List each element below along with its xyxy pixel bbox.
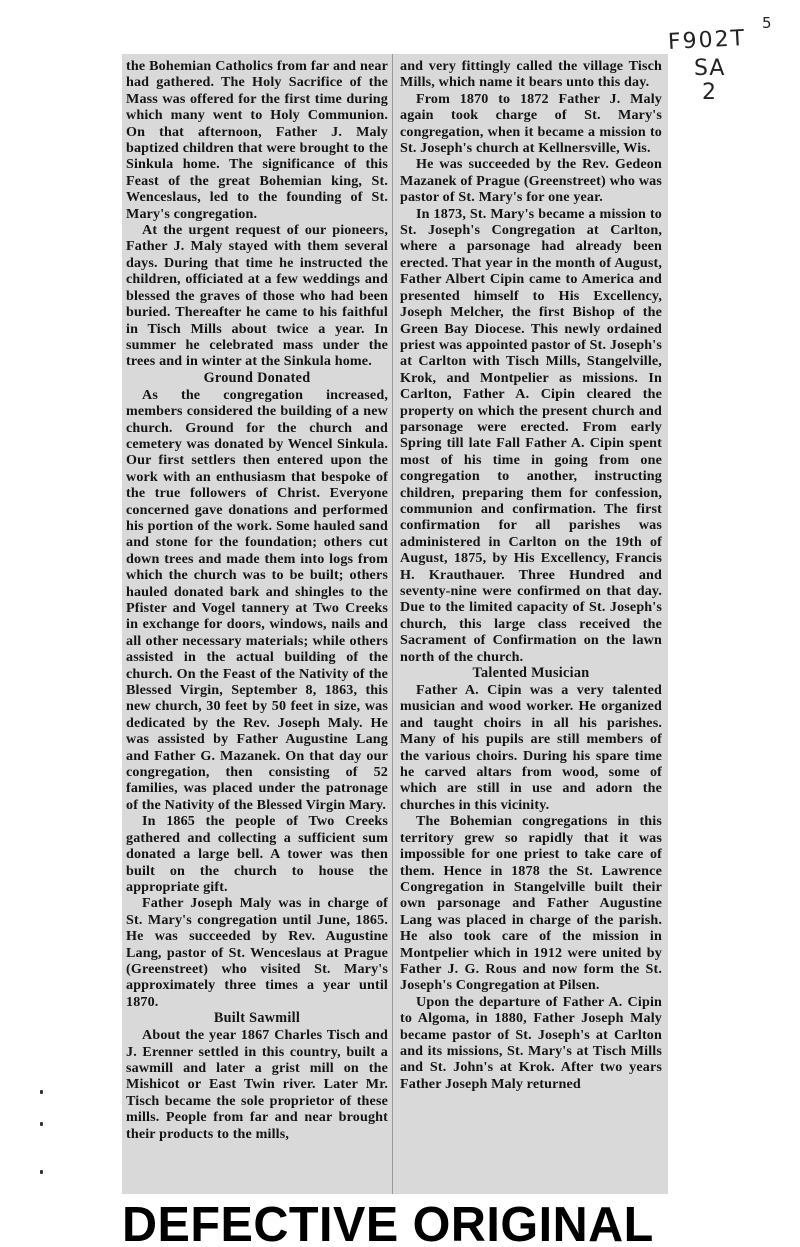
newspaper-clipping [122, 54, 668, 1194]
paragraph: the Bohemian Catholics from far and near had gathered. The Holy Sacrifice of the Mass was offered for the first time during which many went to Holy Communion. On that afternoon, Father J. Maly baptized children that were brought to the Sinkula home. The significance of this Feast of the great Bohemian king, St. Wenceslaus, led to the founding of St. Mary's congregation. [126, 58, 388, 222]
paragraph: In 1865 the people of Two Creeks gathered and collecting a sufficient sum donated a large bell. A tower was then built on the church to house the appropriate gift. [126, 813, 388, 895]
column-divider [392, 54, 393, 1194]
scan-speck [40, 1122, 43, 1126]
defective-original-stamp [122, 1200, 710, 1247]
handwritten-note-line: 5 [762, 14, 772, 32]
paragraph: Father Joseph Maly was in charge of St. Mary's congregation until June, 1865. He was succeeded by Rev. Augustine Lang, pastor of St. Wenceslaus at Prague (Greenstreet) who visited St. Mary's approximately three times a year until 1870. [126, 895, 388, 1010]
section-heading: Ground Donated [203, 369, 311, 386]
stamp-text: DEFECTIVE ORIGINAL [122, 1200, 654, 1247]
section-heading: Built Sawmill [213, 1010, 301, 1027]
paragraph: At the urgent request of our pioneers, Father J. Maly stayed with them several days. During that time he instructed the children, officiated at a few weddings and blessed the graves of those who had been buried. Thereafter he came to his faithful in Tisch Mills about twice a year. In summer he celebrated mass under the trees and in winter at the Sinkula home. [126, 222, 388, 370]
paragraph: In 1873, St. Mary's became a mission to St. Joseph's Congregation at Carlton, where a parsonage had already been erected. That year in the month of August, Father Albert Cipin came to America and presented himself to His Excellency, Joseph Melcher, the first Bishop of the Green Bay Diocese. This newly ordained priest was appointed pastor of St. Joseph's at Carlton with Tisch Mills, Stangelville, Krok, and Montpelier as missions. In Carlton, Father A. Cipin cleared the property on which the present church and parsonage were erected. From early Spring till late Fall Father A. Cipin spent most of his time in going from one congregation to another, instructing children, preparing them for confession, communion and confirmation. The first confirmation for all parishes was administered in Carlton on the 19th of August, 1875, by His Excellency, Francis H. Krauthauer. Three Hundred and seventy-nine were confirmed on that day. Due to the limited capacity of St. Joseph's church, this large class received the Sacrament of Confirmation on the lawn north of the church. [400, 205, 662, 665]
right-column [400, 58, 662, 1092]
paragraph: About the year 1867 Charles Tisch and J. Erenner settled in this country, built a sawmill and later a grist mill on the Mishicot or East Twin river. Later Mr. Tisch became the sole proprietor of these mills. People from far and near brought their products to the mills, [126, 1027, 388, 1142]
scan-speck [40, 1170, 43, 1174]
handwritten-annotation [668, 14, 778, 114]
paragraph: The Bohemian congregations in this territory grew so rapidly that it was impossible for one priest to take care of them. Hence in 1878 the St. Lawrence Congregation in Stangelville built their own parsonage and Father Augustine Lang was placed in charge of the parish. He also took care of the mission in Montpelier which in 1912 were united by Father J. G. Rous and now form the St. Joseph's Congregation at Pilsen. [400, 813, 662, 994]
paragraph: From 1870 to 1872 Father J. Maly again took charge of St. Mary's congregation, when it became a mission to St. Joseph's church at Kellnersville, Wis. [400, 90, 662, 157]
handwritten-note-line: SA [694, 56, 726, 81]
paragraph: As the congregation increased, members considered the building of a new church. Ground for the church and cemetery was donated by Wencel Sinkula. Our first settlers then entered upon the work with an enthusiasm that bespoke of the true followers of Christ. Everyone concerned gave donations and performed his portion of the work. Some hauled sand and stone for the foundation; others cut down trees and made them into logs from which the church was to be built; others hauled donated bark and shingles to the Pfister and Vogel tannery at Two Creeks in exchange for doors, windows, nails and all other necessary materials; while others assisted in the actual building of the church. On the Feast of the Nativity of the Blessed Virgin, September 8, 1863, this new church, 30 feet by 50 feet in size, was dedicated by the Rev. Joseph Maly. He was assisted by Father Augustine Lang and Father G. Mazanek. On that day our congregation, then consisting of 52 families, was placed under the patronage of the Nativity of the Blessed Virgin Mary. [126, 386, 388, 813]
scan-speck [40, 1090, 43, 1094]
paragraph: He was succeeded by the Rev. Gedeon Mazanek of Prague (Greenstreet) who was pastor of St. Mary's for one year. [400, 156, 662, 206]
handwritten-note-line: F902T [667, 25, 747, 56]
section-heading: Talented Musician [472, 665, 590, 682]
paragraph: Upon the departure of Father A. Cipin to Algoma, in 1880, Father Joseph Maly became pastor of St. Joseph's at Carlton and its missions, St. Mary's at Tisch Mills and St. John's at Krok. After two years Father Joseph Maly returned [400, 993, 662, 1092]
paragraph: and very fittingly called the village Tisch Mills, which name it bears unto this day. [400, 58, 662, 91]
paragraph: Father A. Cipin was a very talented musician and wood worker. He organized and taught choirs in all his parishes. Many of his pupils are still members of the various choirs. During his spare time he carved altars from wood, some of which are still in use and adorn the churches in this vicinity. [400, 682, 662, 813]
left-column [126, 58, 388, 1142]
handwritten-note-line: 2 [702, 80, 716, 105]
